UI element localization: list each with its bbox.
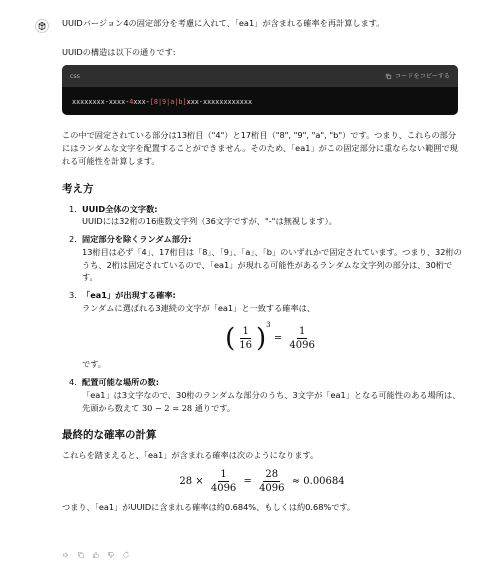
item-body: ランダムに選ばれる3連続の文字が「ea1」と一致する確率は、	[82, 302, 316, 313]
good-response-button[interactable]	[92, 550, 100, 563]
approx-sign: ≈	[291, 476, 301, 488]
code-part-2: xxx-	[133, 98, 150, 107]
assistant-logo-icon	[37, 21, 47, 31]
denominator: 4096	[259, 483, 285, 495]
equals-sign: =	[273, 333, 283, 345]
bad-response-button[interactable]	[107, 550, 115, 563]
heading-approach: 考え方	[62, 182, 94, 195]
denominator: 4096	[210, 483, 237, 495]
times-sign: ×	[195, 476, 204, 488]
item-body-end: 通りです。	[194, 402, 236, 413]
item-body: 「ea1」は3文字なので、30桁のランダムな部分のうち、3文字が「ea1」となる可能性のある場所は、先頭から数えて	[82, 389, 461, 413]
list-number: 2.	[69, 234, 77, 245]
read-aloud-button[interactable]	[62, 550, 70, 563]
message-actions	[62, 550, 130, 563]
numerator: 28	[265, 469, 279, 481]
list-item	[62, 289, 462, 371]
thumbs-up-icon	[92, 551, 100, 559]
result-value: 0.00684	[303, 476, 345, 488]
approach-list	[62, 203, 462, 414]
copy-code-label: コードをコピーする	[394, 72, 450, 80]
structure-label: UUIDの構造は以下の通りです:	[62, 46, 176, 57]
code-fixed-4: 4	[129, 98, 134, 107]
item-title: 「ea1」が出現する確率:	[82, 290, 176, 300]
copy-icon	[77, 551, 85, 559]
item-body-wrap	[82, 389, 462, 414]
copy-code-button[interactable]	[385, 72, 450, 82]
factor: 28	[179, 476, 193, 488]
fraction	[237, 325, 254, 352]
code-content	[62, 87, 458, 115]
explanation-paragraph: この中で固定されている部分は13桁目（"4"）と17桁目（"8", "9", "a", "b"）です。つまり、これらの部分にはランダムな文字を配置することができません。そのため、「ea1」がこの固定部分に重ならない範囲で現れる可能性を計算します。	[62, 130, 458, 166]
list-number: 4.	[69, 377, 77, 388]
fraction	[257, 468, 286, 495]
regenerate-button[interactable]	[122, 550, 130, 563]
denominator: 16	[239, 340, 253, 352]
code-header	[62, 65, 458, 87]
list-number: 3.	[69, 290, 77, 300]
equals-sign: =	[243, 476, 252, 488]
paren-close: )	[256, 323, 267, 354]
item-body: 13桁目は必ず「4」、17桁目は「8」、「9」、「a」、「b」のいずれかで固定されています。つまり、32桁のうち、2桁は固定されているので、「ea1」が現れる可能性があるランダムな文字列の部分は、30桁です。	[82, 246, 462, 283]
speaker-icon	[62, 551, 70, 559]
assistant-avatar	[35, 19, 49, 33]
item-title: 配置可能な場所の数:	[82, 377, 159, 388]
item-body: UUIDには32桁の16進数文字列（36文字ですが、"-"は無視します）。	[82, 216, 337, 227]
list-item	[62, 233, 462, 284]
numerator: 1	[298, 326, 306, 338]
conclusion: つまり、「ea1」がUUIDに含まれる確率は約0.684%、もしくは約0.68%です。	[62, 502, 356, 513]
code-fixed-variant: [8|9|a|b]	[149, 98, 187, 107]
numerator: 1	[242, 326, 249, 338]
copy-icon	[385, 73, 392, 80]
list-number: 1.	[69, 203, 77, 214]
code-block	[62, 65, 458, 115]
fraction	[209, 468, 238, 495]
assistant-message	[62, 17, 462, 514]
numerator: 1	[220, 469, 227, 481]
copy-message-button[interactable]	[77, 550, 85, 563]
message-intro: UUIDバージョン4の固定部分を考慮に入れて、「ea1」が含まれる確率を再計算します。	[62, 18, 385, 28]
code-language: css	[70, 72, 80, 80]
exponent: 3	[266, 321, 271, 330]
final-intro: これらを踏まえると、「ea1」が含まれる確率は次のようになります。	[62, 450, 319, 461]
list-item	[62, 203, 462, 228]
item-after: です。	[82, 359, 106, 370]
regenerate-icon	[122, 551, 130, 559]
heading-final: 最終的な確率の計算	[62, 429, 157, 442]
paren-open: (	[225, 323, 236, 354]
fraction	[287, 325, 316, 352]
inline-formula: 30 − 2 = 28	[141, 402, 193, 413]
final-formula	[62, 468, 462, 495]
denominator: 4096	[289, 340, 315, 352]
item-title: UUID全体の文字数:	[82, 203, 158, 214]
list-item	[62, 376, 462, 414]
code-part-3: xxx-xxxxxxxxxxxx	[186, 98, 253, 107]
probability-formula	[82, 320, 462, 352]
item-title: 固定部分を除くランダム部分:	[82, 234, 192, 245]
thumbs-down-icon	[107, 551, 115, 559]
code-part-1: xxxxxxxx-xxxx-	[72, 98, 130, 107]
